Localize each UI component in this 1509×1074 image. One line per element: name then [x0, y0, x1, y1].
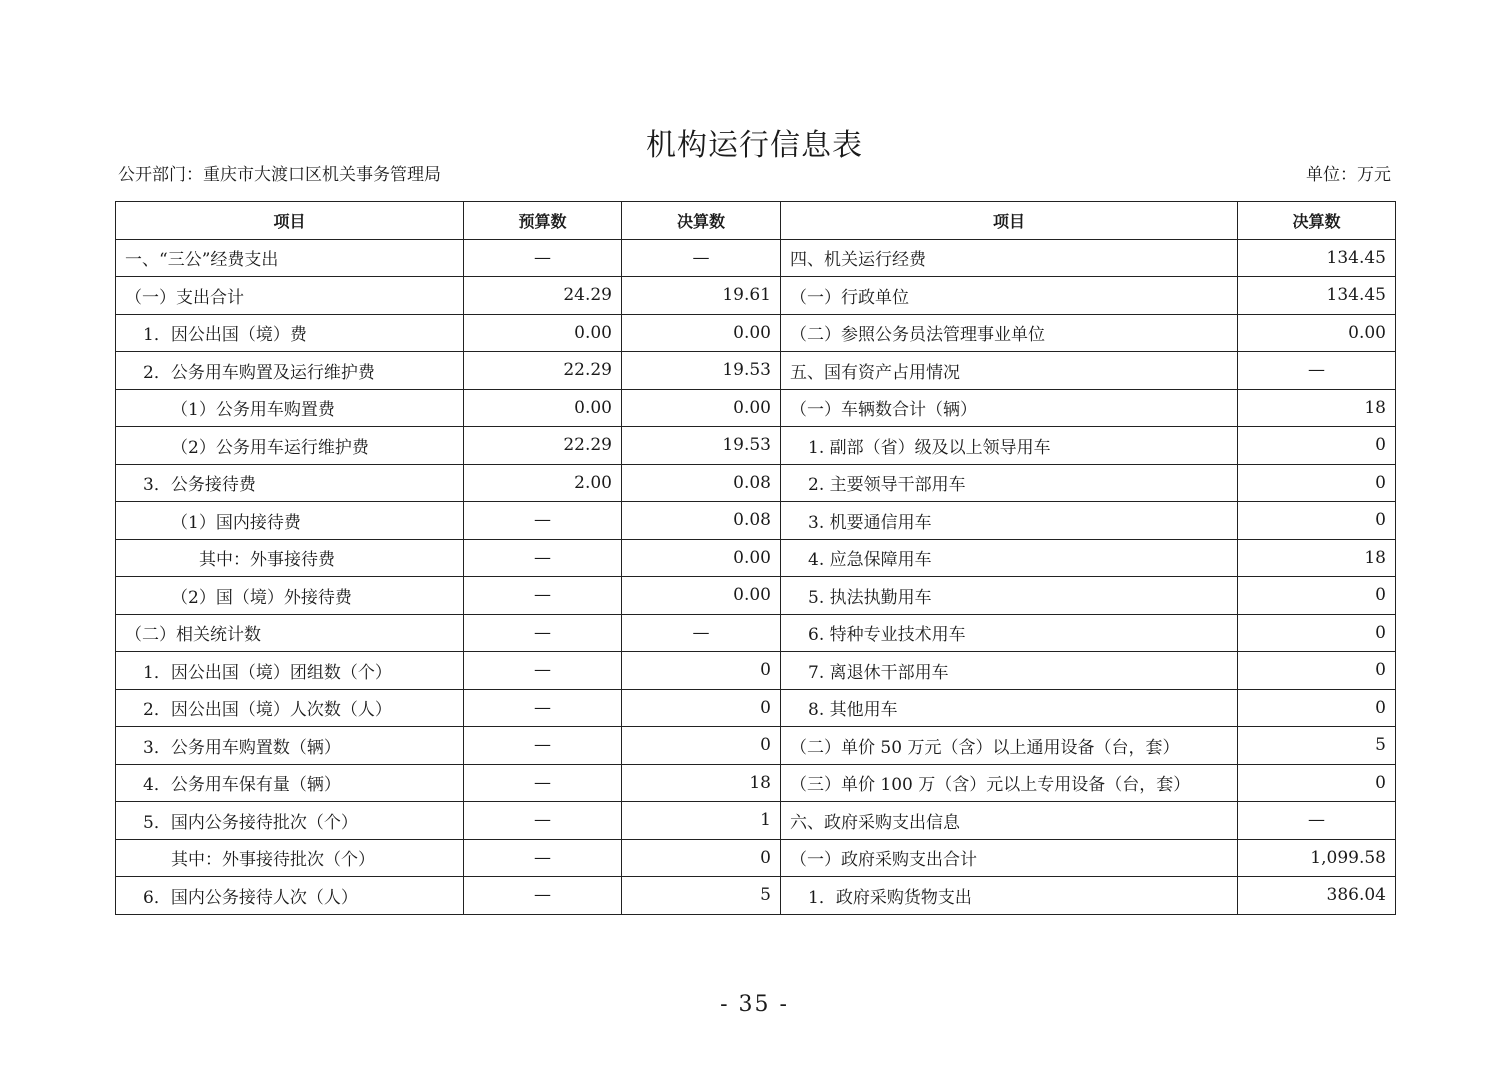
budget-cell: 2.00	[464, 464, 622, 502]
budget-cell: —	[464, 539, 622, 577]
left-item-cell: 2．公务用车购置及运行维护费	[116, 352, 464, 390]
right-final-cell: 18	[1238, 389, 1396, 427]
table-row	[116, 277, 1396, 315]
budget-cell: —	[464, 727, 622, 765]
right-item-cell: 3. 机要通信用车	[781, 502, 1238, 540]
right-item-cell: （二）参照公务员法管理事业单位	[781, 314, 1238, 352]
final-cell: 0.08	[622, 502, 781, 540]
header-final: 决算数	[622, 202, 781, 240]
table-header-row	[116, 202, 1396, 240]
final-cell: 0.00	[622, 389, 781, 427]
right-final-cell: 18	[1238, 539, 1396, 577]
final-cell: 19.53	[622, 352, 781, 390]
right-item-cell: 6. 特种专业技术用车	[781, 614, 1238, 652]
right-final-cell: 0	[1238, 614, 1396, 652]
right-final-cell: 0	[1238, 502, 1396, 540]
budget-cell: —	[464, 577, 622, 615]
right-final-cell: 0	[1238, 577, 1396, 615]
header-budget: 预算数	[464, 202, 622, 240]
right-item-cell: （二）单价 50 万元（含）以上通用设备（台，套）	[781, 727, 1238, 765]
final-cell: 0	[622, 727, 781, 765]
right-item-cell: （三）单价 100 万（含）元以上专用设备（台，套）	[781, 764, 1238, 802]
table-row	[116, 502, 1396, 540]
budget-cell: —	[464, 239, 622, 277]
right-item-cell: 4. 应急保障用车	[781, 539, 1238, 577]
final-cell: —	[622, 239, 781, 277]
table-row	[116, 764, 1396, 802]
final-cell: 1	[622, 802, 781, 840]
right-item-cell: 1．政府采购货物支出	[781, 877, 1238, 915]
right-item-cell: 四、机关运行经费	[781, 239, 1238, 277]
left-item-cell: 3．公务用车购置数（辆）	[116, 727, 464, 765]
right-final-cell: —	[1238, 352, 1396, 390]
final-cell: 0	[622, 839, 781, 877]
header-left-item: 项目	[116, 202, 464, 240]
right-item-cell: （一）政府采购支出合计	[781, 839, 1238, 877]
right-final-cell: 134.45	[1238, 239, 1396, 277]
final-cell: 5	[622, 877, 781, 915]
table-row	[116, 539, 1396, 577]
budget-cell: —	[464, 802, 622, 840]
right-final-cell: 0	[1238, 652, 1396, 690]
right-final-cell: —	[1238, 802, 1396, 840]
page-title: 机构运行信息表	[646, 128, 863, 163]
budget-cell: —	[464, 614, 622, 652]
budget-cell: —	[464, 502, 622, 540]
budget-cell: —	[464, 764, 622, 802]
table-row	[116, 427, 1396, 465]
left-item-cell: 其中：外事接待费	[116, 539, 464, 577]
right-item-cell: 2. 主要领导干部用车	[781, 464, 1238, 502]
budget-cell: —	[464, 652, 622, 690]
right-item-cell: 7. 离退休干部用车	[781, 652, 1238, 690]
department-label: 公开部门：重庆市大渡口区机关事务管理局	[118, 165, 441, 185]
table-row	[116, 877, 1396, 915]
unit-label: 单位：万元	[1306, 165, 1391, 185]
header-right-final: 决算数	[1238, 202, 1396, 240]
left-item-cell: （二）相关统计数	[116, 614, 464, 652]
left-item-cell: 1．因公出国（境）团组数（个）	[116, 652, 464, 690]
table-row	[116, 652, 1396, 690]
right-final-cell: 134.45	[1238, 277, 1396, 315]
final-cell: 19.61	[622, 277, 781, 315]
budget-cell: 22.29	[464, 427, 622, 465]
right-final-cell: 1,099.58	[1238, 839, 1396, 877]
table-row	[116, 689, 1396, 727]
left-item-cell: 5．国内公务接待批次（个）	[116, 802, 464, 840]
table-row	[116, 614, 1396, 652]
table-body	[116, 239, 1396, 914]
table-row	[116, 802, 1396, 840]
right-final-cell: 386.04	[1238, 877, 1396, 915]
left-item-cell: （1）公务用车购置费	[116, 389, 464, 427]
table-row	[116, 577, 1396, 615]
left-item-cell: （一）支出合计	[116, 277, 464, 315]
right-item-cell: 1. 副部（省）级及以上领导用车	[781, 427, 1238, 465]
left-item-cell: （1）国内接待费	[116, 502, 464, 540]
budget-cell: 0.00	[464, 314, 622, 352]
final-cell: —	[622, 614, 781, 652]
right-item-cell: 8. 其他用车	[781, 689, 1238, 727]
left-item-cell: 6．国内公务接待人次（人）	[116, 877, 464, 915]
right-final-cell: 0	[1238, 689, 1396, 727]
table-row	[116, 839, 1396, 877]
table-row	[116, 727, 1396, 765]
info-table	[115, 201, 1396, 915]
left-item-cell: （2）公务用车运行维护费	[116, 427, 464, 465]
final-cell: 0	[622, 652, 781, 690]
left-item-cell: 4．公务用车保有量（辆）	[116, 764, 464, 802]
page-number: - 35 -	[720, 992, 789, 1017]
table-row	[116, 352, 1396, 390]
final-cell: 19.53	[622, 427, 781, 465]
left-item-cell: 一、“三公”经费支出	[116, 239, 464, 277]
right-item-cell: 六、政府采购支出信息	[781, 802, 1238, 840]
final-cell: 18	[622, 764, 781, 802]
left-item-cell: 3．公务接待费	[116, 464, 464, 502]
right-final-cell: 5	[1238, 727, 1396, 765]
budget-cell: —	[464, 689, 622, 727]
table-row	[116, 239, 1396, 277]
right-final-cell: 0.00	[1238, 314, 1396, 352]
final-cell: 0	[622, 689, 781, 727]
right-item-cell: 五、国有资产占用情况	[781, 352, 1238, 390]
budget-cell: —	[464, 877, 622, 915]
final-cell: 0.00	[622, 577, 781, 615]
table-row	[116, 314, 1396, 352]
right-final-cell: 0	[1238, 464, 1396, 502]
right-item-cell: 5. 执法执勤用车	[781, 577, 1238, 615]
right-item-cell: （一）车辆数合计（辆）	[781, 389, 1238, 427]
right-final-cell: 0	[1238, 764, 1396, 802]
budget-cell: 0.00	[464, 389, 622, 427]
table-row	[116, 464, 1396, 502]
final-cell: 0.00	[622, 314, 781, 352]
right-final-cell: 0	[1238, 427, 1396, 465]
budget-cell: 22.29	[464, 352, 622, 390]
final-cell: 0.00	[622, 539, 781, 577]
left-item-cell: 1．因公出国（境）费	[116, 314, 464, 352]
left-item-cell: 其中：外事接待批次（个）	[116, 839, 464, 877]
header-right-item: 项目	[781, 202, 1238, 240]
table-row	[116, 389, 1396, 427]
budget-cell: —	[464, 839, 622, 877]
left-item-cell: 2．因公出国（境）人次数（人）	[116, 689, 464, 727]
final-cell: 0.08	[622, 464, 781, 502]
right-item-cell: （一）行政单位	[781, 277, 1238, 315]
budget-cell: 24.29	[464, 277, 622, 315]
left-item-cell: （2）国（境）外接待费	[116, 577, 464, 615]
